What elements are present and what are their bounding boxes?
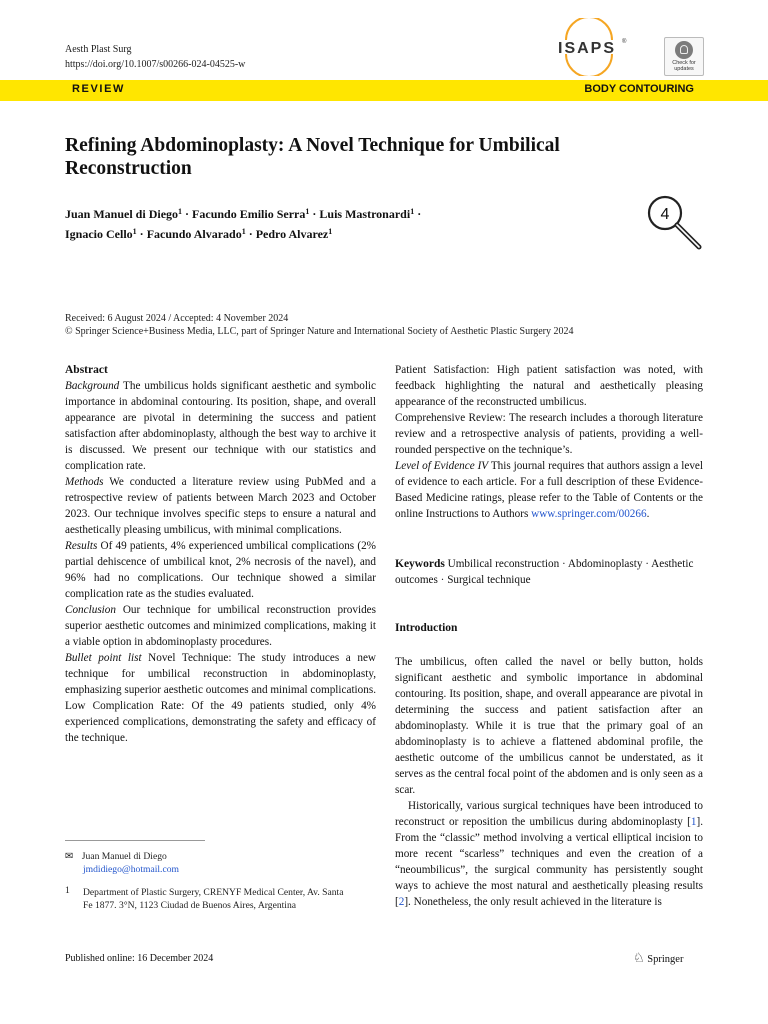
intro-para2-part-c: ]. Nonetheless, the only result achieved in the literature is <box>404 896 662 908</box>
abstract-background <box>65 378 376 474</box>
intro-paragraph-2 <box>395 798 703 910</box>
publisher-name: Springer <box>647 954 684 965</box>
intro-paragraph-1: The umbilicus, often called the navel or belly button, holds significant aesthetic and symbolic importance in abdominal contouring. Its position, shape, and overall appearance are pivotal in determining the success and patient satisfaction after an abdominoplasty. While it is true that the primary goal of an abdominoplasty is to achieve a flattened abdominal profile, the aesthetic outcome of the umbilicus cannot be understated, as it serves as the central focal point of the abdomen and is only seen as a scar. <box>395 656 703 796</box>
copyright-line: © Springer Science+Business Media, LLC, part of Springer Nature and International Society of Aesthetic Plastic Surgery 2024 <box>65 326 574 337</box>
author-affil-sup: 1 <box>132 227 137 236</box>
abstract-results <box>65 538 376 602</box>
reference-link-1[interactable]: 1 <box>690 816 697 828</box>
evidence-level-paragraph <box>395 458 703 522</box>
author-name[interactable]: Juan Manuel di Diego <box>65 207 179 221</box>
check-for-updates-button[interactable] <box>664 37 704 76</box>
author-name[interactable]: Luis Mastronardi <box>319 207 411 221</box>
instructions-link[interactable]: www.springer.com/00266 <box>531 508 647 520</box>
published-online: Published online: 16 December 2024 <box>65 953 214 964</box>
article-type-label: REVIEW <box>72 83 125 95</box>
author-list <box>65 203 625 243</box>
logo-mark: ® <box>622 39 627 45</box>
abstract-conclusion <box>65 602 376 650</box>
author-separator: · <box>245 227 256 241</box>
keywords-label: Keywords <box>395 558 445 570</box>
author-separator: · <box>309 207 320 221</box>
evidence-level-magnifier-icon <box>645 193 707 253</box>
bullet-text: Novel Technique: The study introduces a new technique for umbilical reconstruction in abdominoplasty, emphasizing superior aesthetic outcomes and minimal complications. <box>65 652 376 696</box>
article-title: Refining Abdominoplasty: A Novel Technique for Umbilical Reconstruction <box>65 135 560 179</box>
evidence-end: . <box>646 508 650 520</box>
intro-para2-part-b: ]. From the “classic” method involving a vertical elliptical incision to more recent “scarless” techniques and even the creation of a “neoumbilicus”, the surgical community has persistently sought ways to achieve the most natural and aesthetically pleasing results [ <box>395 816 703 908</box>
footnote-divider <box>65 840 205 841</box>
logo-text: ISAPS <box>558 40 617 57</box>
author-affil-sup: 1 <box>178 207 183 216</box>
author-affil-sup: 1 <box>410 207 415 216</box>
article-dates <box>65 312 574 338</box>
corresponding-name: Juan Manuel di Diego <box>81 851 167 862</box>
article-category-label: BODY CONTOURING <box>584 83 694 95</box>
author-name[interactable]: Ignacio Cello <box>65 227 133 241</box>
abstract-bullets <box>65 650 376 698</box>
reference-link-2[interactable]: 2 <box>398 896 405 908</box>
introduction-heading: Introduction <box>395 622 458 634</box>
evidence-text: This journal requires that authors assign a level of evidence to each article. For a full description of these Evidence-Based Medicine ratings, please refer to the Table of Contents or the online Instructions to Authors <box>395 460 704 520</box>
isaps-logo <box>556 18 628 76</box>
author-separator: · <box>182 207 193 221</box>
springer-logo <box>633 951 683 966</box>
background-text: The umbilicus holds significant aesthetic and symbolic importance in abdominal contouring. Its position, shape, and overall appearance are pivotal in determining the success and patient satisfaction after abdominoplasty, although the best way to archive it is discussed. We present our technique with our statistics and complication rate. <box>65 380 376 472</box>
author-name[interactable]: Pedro Alvarez <box>255 227 329 241</box>
results-label: Results <box>65 540 98 552</box>
corresponding-email[interactable]: jmdidiego@hotmail.com <box>83 864 179 875</box>
affiliation-number: 1 <box>65 885 70 896</box>
abstract-continued <box>395 362 703 522</box>
author-separator: · <box>136 227 147 241</box>
low-complication-text: Low Complication Rate: Of the 49 patients studied, only 4% experienced complications, demonstrating the safety and efficacy of the technique. <box>65 700 376 744</box>
patient-satisfaction-text: Patient Satisfaction: High patient satisfaction was noted, with feedback highlighting the natural and aesthetically pleasing appearance of the reconstructed umbilicus. <box>395 364 703 408</box>
author-affil-sup: 1 <box>328 227 333 236</box>
abstract-heading: Abstract <box>65 364 108 376</box>
bookmark-icon <box>675 41 693 59</box>
author-affil-sup: 1 <box>305 207 310 216</box>
bullet-label: Bullet point list <box>65 652 142 664</box>
evidence-label: Level of Evidence IV <box>395 460 489 472</box>
conclusion-label: Conclusion <box>65 604 116 616</box>
evidence-level-badge: 4 <box>660 206 670 223</box>
author-separator: · <box>414 207 422 221</box>
doi-link[interactable]: https://doi.org/10.1007/s00266-024-04525-w <box>65 59 246 70</box>
keywords-text: Umbilical reconstruction · Abdominoplasty · Aesthetic outcomes · Surgical technique <box>395 558 694 586</box>
corresponding-author <box>65 850 375 876</box>
check-updates-line1: Check for <box>672 60 696 66</box>
author-name[interactable]: Facundo Alvarado <box>146 227 242 241</box>
methods-label: Methods <box>65 476 104 488</box>
abstract-section <box>65 362 376 746</box>
springer-horse-icon: ♘ <box>633 951 645 966</box>
methods-text: We conducted a literature review using PubMed and a retrospective review of patients between March 2023 and October 2023. Our technique involves specific steps to ensure a natural and aesthetically pleasing umbilicus, with minimal complications. <box>65 476 376 536</box>
author-name[interactable]: Facundo Emilio Serra <box>192 207 306 221</box>
intro-para2-part-a: Historically, various surgical techniques have been introduced to reconstruct or reposition the umbilicus during abdominoplasty [ <box>395 800 703 828</box>
journal-info <box>65 42 245 72</box>
journal-name: Aesth Plast Surg <box>65 44 132 55</box>
introduction-body <box>395 654 703 910</box>
results-text: Of 49 patients, 4% experienced umbilical complications (2% partial dehiscence of umbilical knot, 2% necrosis of the navel), and 96% had no complications. Our technique showed a similar complication rate as the studies evaluated. <box>65 540 376 600</box>
affiliation-text: Department of Plastic Surgery, CRENYF Medical Center, Av. Santa Fe 1877. 3°N, 1123 Ciudad de Buenos Aires, Argentina <box>83 887 344 911</box>
envelope-icon: ✉ <box>65 851 74 862</box>
conclusion-text: Our technique for umbilical reconstruction provides superior aesthetic outcomes and minimized complications, making it a viable option in abdominoplasty procedures. <box>65 604 376 648</box>
author-affil-sup: 1 <box>241 227 246 236</box>
background-label: Background <box>65 380 120 392</box>
abstract-methods <box>65 474 376 538</box>
keywords-section <box>395 556 703 588</box>
received-accepted: Received: 6 August 2024 / Accepted: 4 November 2024 <box>65 313 289 324</box>
check-updates-line2: updates <box>674 66 694 72</box>
comprehensive-review-text: Comprehensive Review: The research includes a thorough literature review and a retrospective analysis of patients, providing a well-rounded perspective on the technique’s. <box>395 412 703 456</box>
